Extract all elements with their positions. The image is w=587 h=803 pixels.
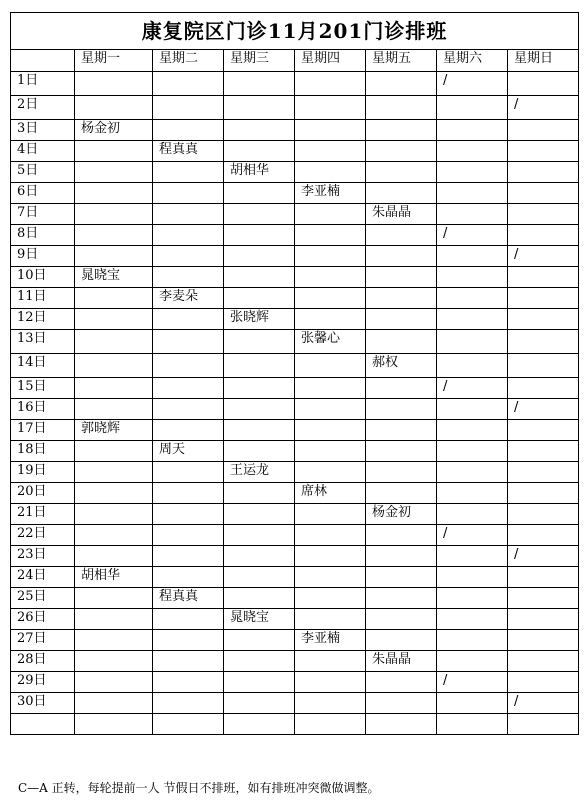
day-label: 6日: [11, 183, 75, 204]
cell-sunday: [508, 609, 579, 630]
day-label: 26日: [11, 609, 75, 630]
day-label: 24日: [11, 567, 75, 588]
cell-thursday: [295, 162, 366, 183]
cell-friday: [366, 162, 437, 183]
cell-friday: [366, 525, 437, 546]
cell-friday: [366, 546, 437, 567]
cell-sunday: /: [508, 246, 579, 267]
cell-thursday: [295, 204, 366, 225]
cell-wednesday: [224, 630, 295, 651]
cell-monday: [75, 141, 153, 162]
cell-friday: [366, 378, 437, 399]
cell-tuesday: [153, 630, 224, 651]
table-row: [11, 630, 579, 651]
table-row: [11, 183, 579, 204]
cell-saturday: [437, 183, 508, 204]
cell-thursday: [295, 567, 366, 588]
cell-saturday: [437, 504, 508, 525]
cell-friday: [366, 630, 437, 651]
cell-saturday: [437, 204, 508, 225]
cell-sunday: [508, 309, 579, 330]
cell-monday: [75, 162, 153, 183]
table-row: [11, 120, 579, 141]
cell-thursday: [295, 288, 366, 309]
cell-wednesday: 晁晓宝: [224, 609, 295, 630]
cell-thursday: [295, 378, 366, 399]
cell-sunday: [508, 72, 579, 96]
cell-monday: [75, 399, 153, 420]
cell-wednesday: [224, 651, 295, 672]
cell-monday: [75, 204, 153, 225]
day-label: 20日: [11, 483, 75, 504]
cell-saturday: [437, 693, 508, 714]
cell-sunday: /: [508, 693, 579, 714]
header-thursday: 星期四: [295, 50, 366, 72]
cell-saturday: [437, 630, 508, 651]
cell-tuesday: [153, 504, 224, 525]
cell-monday: [75, 651, 153, 672]
day-label: 2日: [11, 96, 75, 120]
cell-wednesday: [224, 72, 295, 96]
cell-thursday: 李亚楠: [295, 183, 366, 204]
cell-sunday: [508, 525, 579, 546]
cell-monday: [75, 693, 153, 714]
cell-saturday: /: [437, 378, 508, 399]
cell-sunday: [508, 504, 579, 525]
cell-thursday: [295, 399, 366, 420]
cell-sunday: [508, 378, 579, 399]
table-row: [11, 462, 579, 483]
cell-tuesday: [153, 420, 224, 441]
cell-sunday: [508, 354, 579, 378]
cell-saturday: [437, 651, 508, 672]
day-label: 28日: [11, 651, 75, 672]
cell-saturday: /: [437, 72, 508, 96]
day-label: 17日: [11, 420, 75, 441]
cell-friday: 朱晶晶: [366, 204, 437, 225]
cell-saturday: [437, 246, 508, 267]
table-row: [11, 267, 579, 288]
table-row: [11, 672, 579, 693]
table-row: [11, 246, 579, 267]
cell-friday: [366, 141, 437, 162]
cell-sunday: /: [508, 96, 579, 120]
table-row: [11, 420, 579, 441]
cell-friday: 郝权: [366, 354, 437, 378]
day-label: 16日: [11, 399, 75, 420]
cell-thursday: [295, 72, 366, 96]
cell-monday: [75, 483, 153, 504]
table-row: [11, 330, 579, 354]
cell-saturday: [437, 714, 508, 735]
table-row: [11, 96, 579, 120]
cell-saturday: [437, 546, 508, 567]
cell-tuesday: [153, 309, 224, 330]
cell-tuesday: 程真真: [153, 141, 224, 162]
cell-tuesday: [153, 225, 224, 246]
cell-friday: [366, 693, 437, 714]
cell-monday: 胡相华: [75, 567, 153, 588]
cell-wednesday: 张晓辉: [224, 309, 295, 330]
cell-friday: [366, 483, 437, 504]
cell-thursday: [295, 267, 366, 288]
table-row: [11, 483, 579, 504]
cell-saturday: [437, 120, 508, 141]
cell-thursday: [295, 546, 366, 567]
cell-monday: [75, 378, 153, 399]
cell-wednesday: 王运龙: [224, 462, 295, 483]
cell-tuesday: [153, 714, 224, 735]
day-label: 8日: [11, 225, 75, 246]
cell-saturday: [437, 609, 508, 630]
cell-tuesday: [153, 651, 224, 672]
table-row: [11, 204, 579, 225]
cell-friday: [366, 441, 437, 462]
cell-tuesday: 李麦朵: [153, 288, 224, 309]
cell-tuesday: [153, 72, 224, 96]
cell-friday: [366, 609, 437, 630]
cell-wednesday: [224, 225, 295, 246]
cell-friday: [366, 225, 437, 246]
cell-tuesday: [153, 96, 224, 120]
day-label: 22日: [11, 525, 75, 546]
cell-wednesday: [224, 246, 295, 267]
table-row: [11, 441, 579, 462]
cell-saturday: [437, 141, 508, 162]
cell-thursday: [295, 504, 366, 525]
day-label: 27日: [11, 630, 75, 651]
cell-wednesday: [224, 420, 295, 441]
table-row: [11, 651, 579, 672]
cell-thursday: [295, 96, 366, 120]
header-sunday: 星期日: [508, 50, 579, 72]
cell-saturday: [437, 288, 508, 309]
cell-wednesday: [224, 378, 295, 399]
table-row: [11, 399, 579, 420]
cell-saturday: [437, 462, 508, 483]
cell-wednesday: [224, 288, 295, 309]
cell-sunday: [508, 441, 579, 462]
table-row: [11, 567, 579, 588]
cell-monday: [75, 246, 153, 267]
cell-wednesday: [224, 693, 295, 714]
cell-sunday: [508, 225, 579, 246]
cell-monday: [75, 72, 153, 96]
cell-tuesday: 程真真: [153, 588, 224, 609]
table-row: [11, 525, 579, 546]
cell-sunday: [508, 120, 579, 141]
roster-table: [10, 12, 579, 735]
cell-sunday: [508, 714, 579, 735]
day-label: 14日: [11, 354, 75, 378]
cell-saturday: [437, 330, 508, 354]
cell-thursday: [295, 225, 366, 246]
cell-tuesday: [153, 204, 224, 225]
cell-friday: [366, 714, 437, 735]
cell-wednesday: [224, 183, 295, 204]
cell-tuesday: [153, 546, 224, 567]
table-row: [11, 162, 579, 183]
table-row: [11, 288, 579, 309]
cell-thursday: 李亚楠: [295, 630, 366, 651]
day-label: 23日: [11, 546, 75, 567]
cell-sunday: [508, 630, 579, 651]
cell-monday: [75, 672, 153, 693]
cell-wednesday: [224, 399, 295, 420]
cell-saturday: [437, 399, 508, 420]
cell-thursday: [295, 354, 366, 378]
cell-sunday: [508, 141, 579, 162]
cell-sunday: [508, 204, 579, 225]
cell-saturday: /: [437, 525, 508, 546]
cell-monday: [75, 309, 153, 330]
cell-friday: [366, 330, 437, 354]
cell-wednesday: [224, 672, 295, 693]
cell-tuesday: [153, 354, 224, 378]
cell-thursday: [295, 651, 366, 672]
cell-tuesday: [153, 183, 224, 204]
cell-thursday: [295, 714, 366, 735]
cell-tuesday: 周天: [153, 441, 224, 462]
cell-saturday: [437, 354, 508, 378]
cell-friday: [366, 420, 437, 441]
cell-monday: [75, 630, 153, 651]
cell-thursday: [295, 141, 366, 162]
cell-monday: 郭晓辉: [75, 420, 153, 441]
cell-friday: [366, 567, 437, 588]
day-label: [11, 714, 75, 735]
header-tuesday: 星期二: [153, 50, 224, 72]
cell-wednesday: [224, 483, 295, 504]
day-label: 5日: [11, 162, 75, 183]
cell-sunday: [508, 567, 579, 588]
cell-saturday: /: [437, 225, 508, 246]
cell-monday: 杨金初: [75, 120, 153, 141]
cell-saturday: [437, 441, 508, 462]
cell-monday: [75, 462, 153, 483]
cell-monday: [75, 183, 153, 204]
cell-saturday: [437, 420, 508, 441]
table-row: [11, 354, 579, 378]
cell-wednesday: [224, 588, 295, 609]
weekday-header-row: [11, 50, 579, 72]
cell-thursday: 张馨心: [295, 330, 366, 354]
corner-header: [11, 50, 75, 72]
cell-tuesday: [153, 693, 224, 714]
cell-tuesday: [153, 483, 224, 504]
cell-wednesday: 胡相华: [224, 162, 295, 183]
header-wednesday: 星期三: [224, 50, 295, 72]
cell-friday: [366, 288, 437, 309]
cell-sunday: /: [508, 546, 579, 567]
cell-thursday: [295, 120, 366, 141]
table-row: [11, 588, 579, 609]
cell-sunday: [508, 267, 579, 288]
cell-wednesday: [224, 714, 295, 735]
cell-monday: [75, 546, 153, 567]
day-label: 30日: [11, 693, 75, 714]
cell-thursday: [295, 441, 366, 462]
cell-thursday: [295, 672, 366, 693]
cell-tuesday: [153, 672, 224, 693]
cell-friday: [366, 183, 437, 204]
cell-monday: [75, 588, 153, 609]
cell-sunday: [508, 183, 579, 204]
cell-friday: [366, 96, 437, 120]
roster-sheet: [10, 12, 578, 735]
cell-tuesday: [153, 246, 224, 267]
cell-tuesday: [153, 330, 224, 354]
day-label: 21日: [11, 504, 75, 525]
cell-monday: [75, 504, 153, 525]
cell-saturday: [437, 162, 508, 183]
cell-thursday: [295, 588, 366, 609]
page-title: 康复院区门诊11月201门诊排班: [11, 13, 579, 50]
cell-tuesday: [153, 462, 224, 483]
day-label: 13日: [11, 330, 75, 354]
cell-tuesday: [153, 609, 224, 630]
cell-sunday: [508, 162, 579, 183]
table-row: [11, 546, 579, 567]
cell-wednesday: [224, 441, 295, 462]
cell-sunday: [508, 672, 579, 693]
table-row: [11, 225, 579, 246]
cell-friday: [366, 672, 437, 693]
cell-saturday: [437, 567, 508, 588]
cell-monday: [75, 96, 153, 120]
table-row: [11, 378, 579, 399]
header-saturday: 星期六: [437, 50, 508, 72]
cell-wednesday: [224, 567, 295, 588]
cell-monday: [75, 288, 153, 309]
cell-friday: [366, 588, 437, 609]
cell-thursday: [295, 693, 366, 714]
cell-wednesday: [224, 330, 295, 354]
cell-thursday: [295, 609, 366, 630]
cell-monday: 晁晓宝: [75, 267, 153, 288]
cell-wednesday: [224, 96, 295, 120]
footnote: C—A 正转，每轮提前一人 节假日不排班，如有排班冲突微做调整。: [18, 781, 380, 795]
cell-friday: [366, 462, 437, 483]
cell-thursday: [295, 246, 366, 267]
day-label: 29日: [11, 672, 75, 693]
cell-monday: [75, 525, 153, 546]
header-monday: 星期一: [75, 50, 153, 72]
cell-friday: [366, 72, 437, 96]
table-row: [11, 714, 579, 735]
cell-saturday: [437, 309, 508, 330]
cell-wednesday: [224, 504, 295, 525]
cell-monday: [75, 330, 153, 354]
cell-thursday: [295, 420, 366, 441]
cell-friday: [366, 267, 437, 288]
cell-tuesday: [153, 120, 224, 141]
cell-sunday: [508, 288, 579, 309]
cell-monday: [75, 441, 153, 462]
day-label: 19日: [11, 462, 75, 483]
cell-thursday: [295, 462, 366, 483]
cell-monday: [75, 225, 153, 246]
day-label: 4日: [11, 141, 75, 162]
cell-sunday: /: [508, 399, 579, 420]
cell-sunday: [508, 420, 579, 441]
table-row: [11, 309, 579, 330]
cell-sunday: [508, 588, 579, 609]
cell-tuesday: [153, 525, 224, 546]
cell-wednesday: [224, 204, 295, 225]
cell-friday: [366, 120, 437, 141]
cell-thursday: 席林: [295, 483, 366, 504]
header-friday: 星期五: [366, 50, 437, 72]
table-row: [11, 141, 579, 162]
cell-sunday: [508, 483, 579, 504]
cell-tuesday: [153, 378, 224, 399]
day-label: 7日: [11, 204, 75, 225]
day-label: 11日: [11, 288, 75, 309]
cell-monday: [75, 714, 153, 735]
cell-friday: [366, 309, 437, 330]
cell-wednesday: [224, 267, 295, 288]
day-label: 3日: [11, 120, 75, 141]
cell-tuesday: [153, 399, 224, 420]
table-row: [11, 609, 579, 630]
cell-friday: 朱晶晶: [366, 651, 437, 672]
cell-tuesday: [153, 267, 224, 288]
cell-sunday: [508, 462, 579, 483]
cell-saturday: [437, 96, 508, 120]
cell-wednesday: [224, 525, 295, 546]
cell-wednesday: [224, 120, 295, 141]
cell-wednesday: [224, 546, 295, 567]
table-row: [11, 693, 579, 714]
cell-monday: [75, 609, 153, 630]
cell-monday: [75, 354, 153, 378]
day-label: 15日: [11, 378, 75, 399]
day-label: 12日: [11, 309, 75, 330]
cell-friday: [366, 246, 437, 267]
cell-sunday: [508, 651, 579, 672]
cell-saturday: [437, 483, 508, 504]
cell-saturday: /: [437, 672, 508, 693]
cell-thursday: [295, 525, 366, 546]
day-label: 9日: [11, 246, 75, 267]
table-row: [11, 504, 579, 525]
cell-wednesday: [224, 141, 295, 162]
cell-thursday: [295, 309, 366, 330]
roster-body: [11, 72, 579, 735]
cell-saturday: [437, 267, 508, 288]
table-row: [11, 72, 579, 96]
cell-friday: 杨金初: [366, 504, 437, 525]
cell-tuesday: [153, 162, 224, 183]
cell-saturday: [437, 588, 508, 609]
day-label: 25日: [11, 588, 75, 609]
cell-tuesday: [153, 567, 224, 588]
day-label: 10日: [11, 267, 75, 288]
cell-sunday: [508, 330, 579, 354]
cell-friday: [366, 399, 437, 420]
cell-wednesday: [224, 354, 295, 378]
day-label: 18日: [11, 441, 75, 462]
day-label: 1日: [11, 72, 75, 96]
